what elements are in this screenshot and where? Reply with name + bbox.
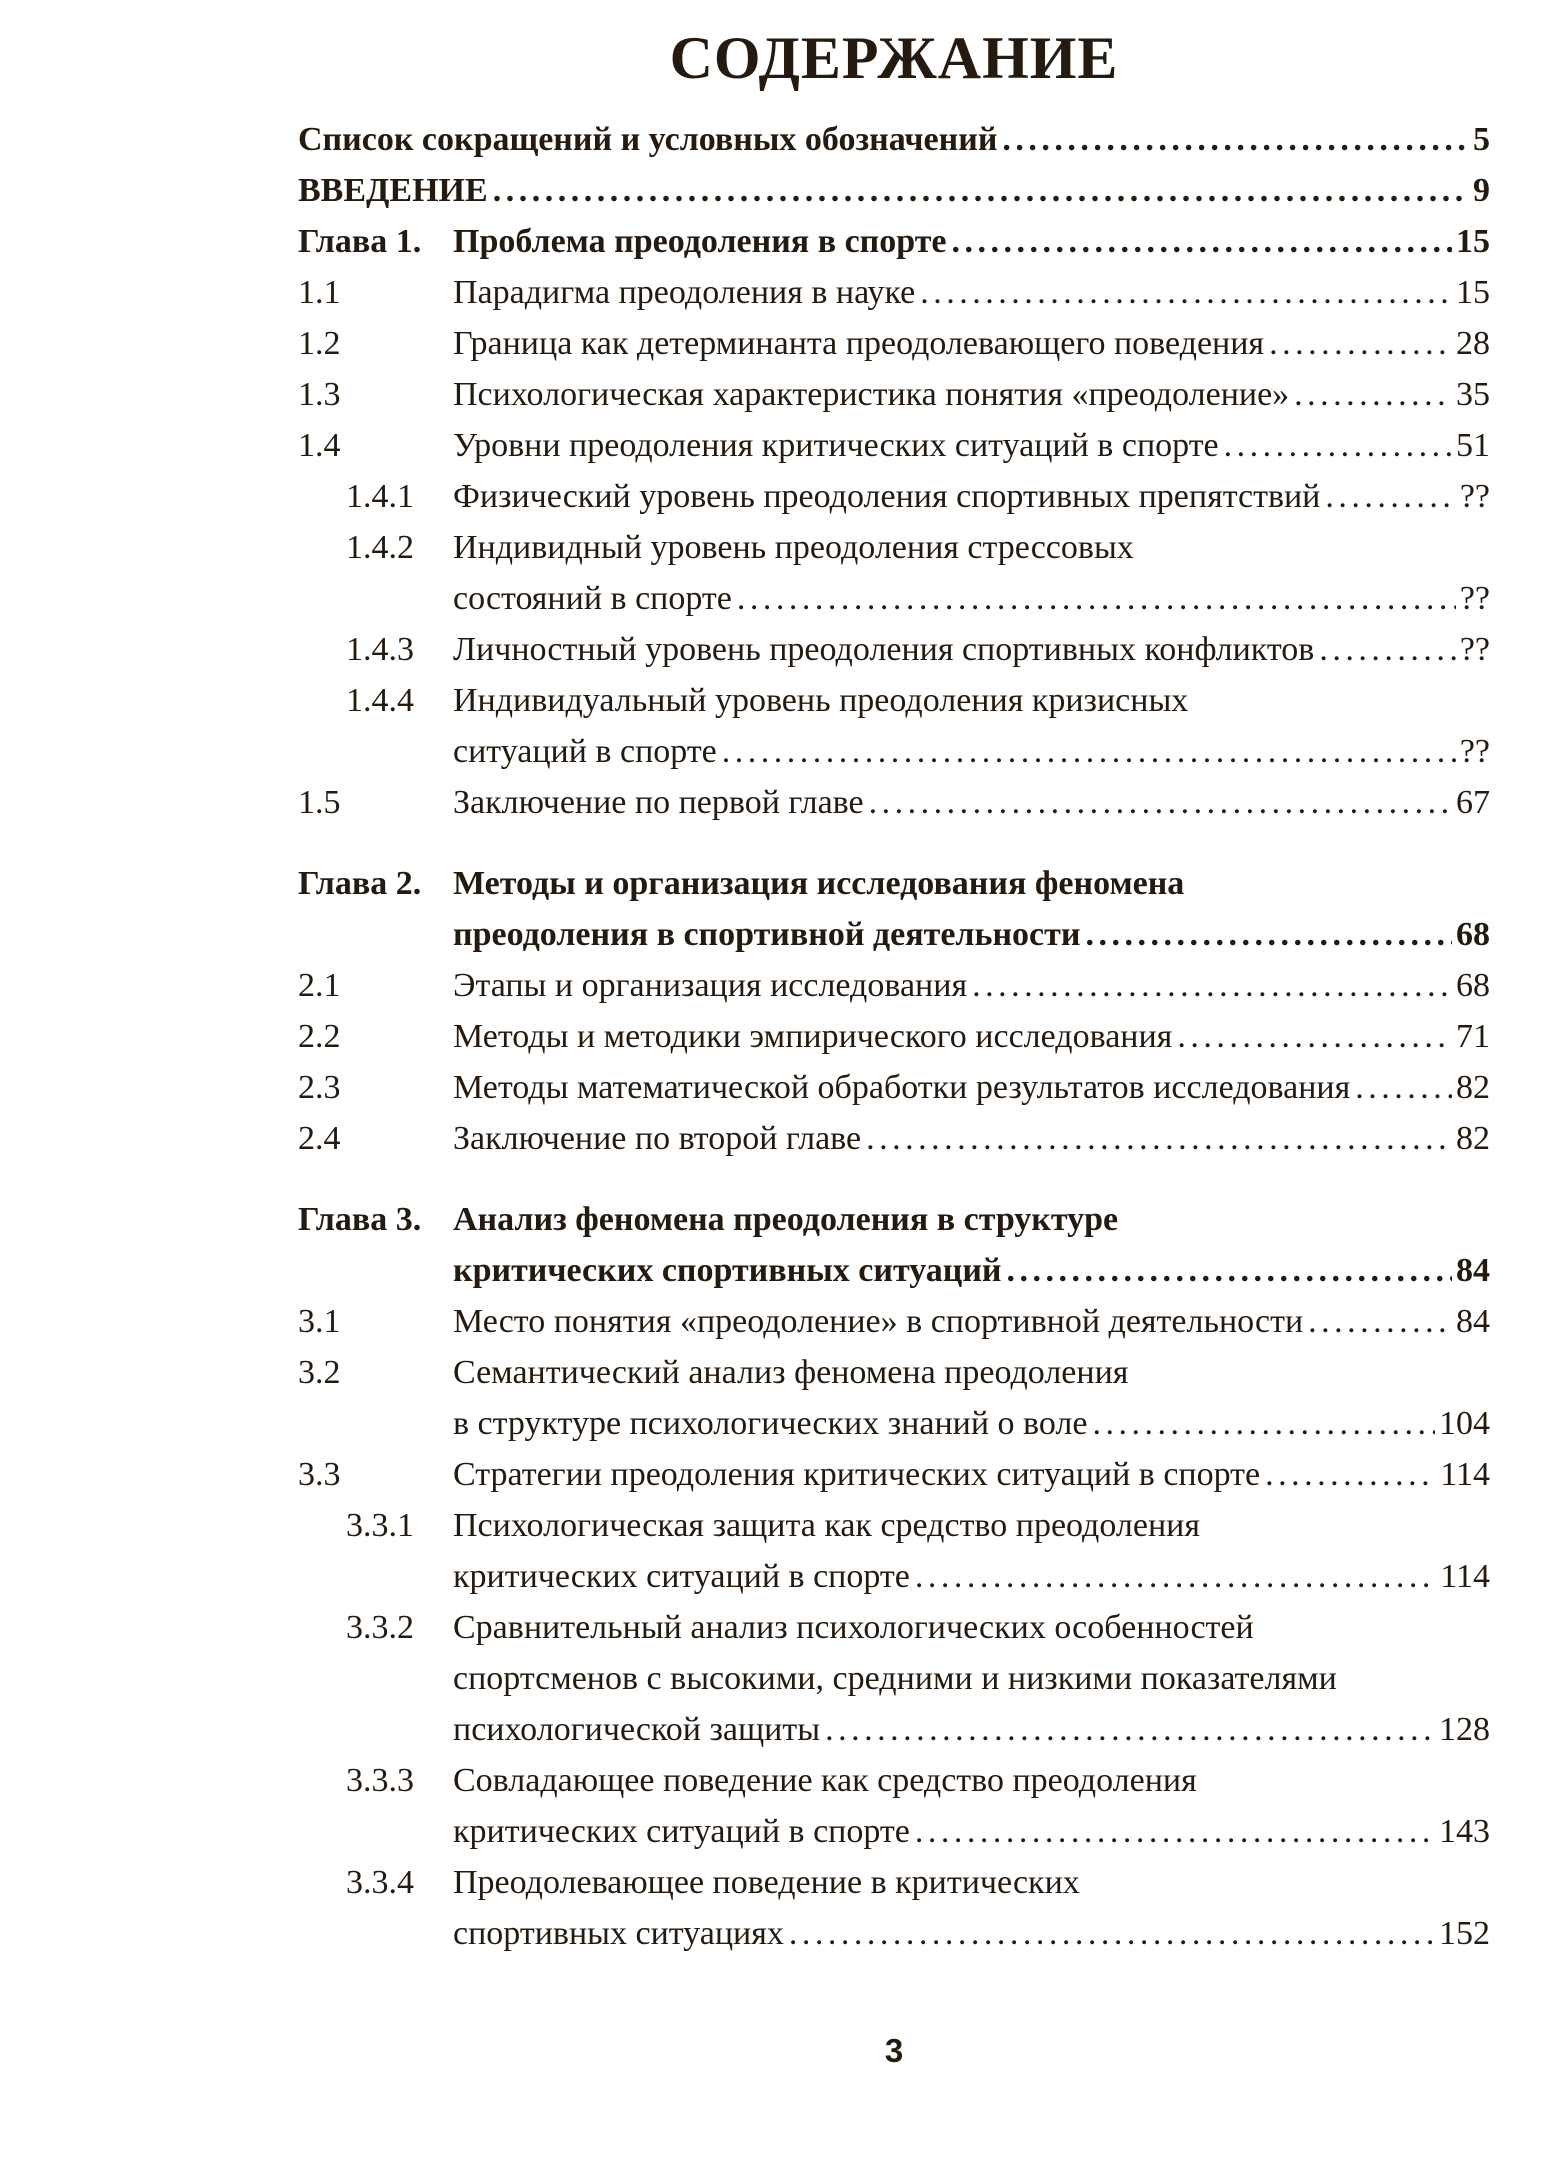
toc-entry-title: Методы и методики эмпирического исследования [453,1018,1173,1055]
dot-leader [825,1704,1435,1755]
toc-entry-number: Глава 2. [298,865,422,902]
toc-entry-page-number: 84 [1456,1252,1490,1289]
toc-row [298,216,1490,267]
dot-leader [1308,1296,1452,1347]
toc-entry-title: ситуаций в спорте [453,733,717,770]
dot-leader [869,777,1452,828]
toc-row [298,1551,1490,1602]
toc-entry-title: Сравнительный анализ психологических особенностей [453,1609,1254,1646]
toc-entry-page-number: 152 [1439,1915,1490,1952]
toc-entry-page-number: 15 [1456,274,1490,311]
toc-entry-title: Психологическая защита как средство преодоления [453,1507,1200,1544]
toc-row [298,165,1490,216]
dot-leader [1177,1011,1452,1062]
toc-entry-title: состояний в спорте [453,580,732,617]
toc-entry-page-number: 71 [1456,1018,1490,1055]
toc-row [298,858,1490,909]
toc-entry-page-number: 68 [1456,967,1490,1004]
toc-row [298,573,1490,624]
toc-entry-number: 3.3.3 [346,1762,414,1799]
toc-list [298,114,1490,1959]
toc-entry-page-number: 114 [1440,1558,1490,1595]
toc-entry-number: 1.1 [298,274,341,311]
toc-entry-number: 1.4.3 [346,631,414,668]
toc-row [298,1806,1490,1857]
toc-row [298,1347,1490,1398]
toc-entry-page-number: 9 [1473,172,1490,209]
toc-entry-number: 2.1 [298,967,341,1004]
toc-entry-title: спортсменов с высокими, средними и низкими показателями [453,1660,1337,1697]
toc-entry-number: 3.2 [298,1354,341,1391]
toc-row [298,675,1490,726]
toc-entry-title: Методы и организация исследования феномена [453,865,1185,902]
toc-entry-number: 1.4.4 [346,682,414,719]
toc-entry-title: Физический уровень преодоления спортивных препятствий [453,478,1321,515]
dot-leader [1224,420,1452,471]
toc-entry-page-number: 84 [1456,1303,1490,1340]
dot-leader [920,267,1452,318]
toc-row [298,1449,1490,1500]
toc-row [298,726,1490,777]
dot-leader [737,573,1456,624]
toc-entry-page-number: 5 [1473,121,1490,158]
toc-entry-page-number: 104 [1439,1405,1490,1442]
dot-leader [1325,471,1455,522]
toc-row [298,471,1490,522]
toc-entry-number: 1.3 [298,376,341,413]
toc-entry-number: 1.5 [298,784,341,821]
toc-row [298,1602,1490,1653]
toc-entry-title: Анализ феномена преодоления в структуре [453,1201,1119,1238]
toc-entry-page-number: 28 [1456,325,1490,362]
toc-entry-number: 1.4.1 [346,478,414,515]
toc-entry-title: ВВЕДЕНИЕ [298,172,488,209]
toc-entry-title: Проблема преодоления в спорте [453,223,947,260]
toc-entry-page-number: ?? [1459,631,1490,668]
toc-row [298,1908,1490,1959]
toc-row [298,960,1490,1011]
toc-entry-title: Совладающее поведение как средство преодоления [453,1762,1197,1799]
toc-entry-title: Индивидный уровень преодоления стрессовых [453,529,1134,566]
dot-leader [952,216,1453,267]
toc-entry-number: 3.3.2 [346,1609,414,1646]
dot-leader [722,726,1456,777]
toc-entry-number: 3.1 [298,1303,341,1340]
toc-row [298,1194,1490,1245]
toc-row [298,1113,1490,1164]
dot-leader [1294,369,1452,420]
toc-row [298,420,1490,471]
toc-entry-title: Заключение по второй главе [453,1120,862,1157]
toc-entry-number: 2.3 [298,1069,341,1106]
toc-row [298,624,1490,675]
toc-row [298,1398,1490,1449]
page-title: СОДЕРЖАНИЕ [669,25,1119,91]
toc-entry-page-number: 82 [1456,1069,1490,1106]
dot-leader [1002,114,1469,165]
dot-leader [1269,318,1452,369]
toc-row [298,1704,1490,1755]
toc-entry-number: Глава 1. [298,223,422,260]
toc-entry-number: 2.2 [298,1018,341,1055]
toc-entry-title: в структуре психологических знаний о воле [453,1405,1088,1442]
toc-row [298,909,1490,960]
toc-row [298,522,1490,573]
toc-row [298,1245,1490,1296]
toc-row [298,1857,1490,1908]
toc-entry-title: спортивных ситуациях [453,1915,784,1952]
toc-entry-title: критических ситуаций в спорте [453,1558,910,1595]
dot-leader [1092,1398,1435,1449]
toc-entry-title: Граница как детерминанта преодолевающего поведения [453,325,1265,362]
dot-leader [789,1908,1435,1959]
toc-entry-title: Психологическая характеристика понятия «преодоление» [453,376,1290,413]
toc-entry-page-number: 68 [1456,916,1490,953]
dot-leader [493,165,1469,216]
toc-entry-page-number: 51 [1456,427,1490,464]
toc-entry-number: 3.3.4 [346,1864,414,1901]
toc-entry-title: преодоления в спортивной деятельности [453,916,1081,953]
toc-entry-number: 3.3.1 [346,1507,414,1544]
toc-entry-page-number: 114 [1440,1456,1490,1493]
toc-row [298,114,1490,165]
dot-leader [972,960,1452,1011]
dot-leader [866,1113,1452,1164]
dot-leader [1265,1449,1436,1500]
toc-entry-title: психологической защиты [453,1711,821,1748]
toc-entry-title: Уровни преодоления критических ситуаций в спорте [453,427,1219,464]
toc-entry-title: Стратегии преодоления критических ситуаций в спорте [453,1456,1261,1493]
toc-entry-title: Место понятия «преодоление» в спортивной деятельности [453,1303,1304,1340]
dot-leader [1007,1245,1452,1296]
toc-row [298,1011,1490,1062]
toc-entry-title: Этапы и организация исследования [453,967,968,1004]
toc-entry-page-number: 67 [1456,784,1490,821]
toc-row [298,318,1490,369]
toc-row [298,1296,1490,1347]
toc-row [298,369,1490,420]
toc-entry-title: критических спортивных ситуаций [453,1252,1002,1289]
toc-entry-page-number: ?? [1459,478,1490,515]
toc-entry-title: Личностный уровень преодоления спортивных конфликтов [453,631,1315,668]
toc-entry-number: 3.3 [298,1456,341,1493]
toc-entry-number: Глава 3. [298,1201,422,1238]
toc-entry-page-number: 128 [1439,1711,1490,1748]
toc-entry-page-number: 82 [1456,1120,1490,1157]
toc-row [298,777,1490,828]
dot-leader [915,1551,1436,1602]
toc-row [298,1653,1490,1704]
toc-entry-title: Парадигма преодоления в науке [453,274,916,311]
toc-entry-title: Семантический анализ феномена преодоления [453,1354,1129,1391]
toc-entry-number: 1.4.2 [346,529,414,566]
toc-entry-title: Методы математической обработки результатов исследования [453,1069,1351,1106]
toc-entry-page-number: 35 [1456,376,1490,413]
toc-row [298,1500,1490,1551]
page-number: 3 [884,2032,904,2069]
toc-entry-number: 2.4 [298,1120,341,1157]
toc-entry-page-number: 143 [1439,1813,1490,1850]
toc-entry-number: 1.2 [298,325,341,362]
dot-leader [1355,1062,1452,1113]
toc-content [298,0,1490,1959]
toc-entry-page-number: ?? [1459,580,1490,617]
toc-entry-title: Преодолевающее поведение в критических [453,1864,1080,1901]
toc-entry-page-number: ?? [1459,733,1490,770]
dot-leader [915,1806,1435,1857]
toc-entry-title: Список сокращений и условных обозначений [298,121,998,158]
toc-row [298,267,1490,318]
dot-leader [1085,909,1452,960]
toc-entry-title: Заключение по первой главе [453,784,864,821]
toc-entry-title: критических ситуаций в спорте [453,1813,910,1850]
toc-row [298,1755,1490,1806]
toc-entry-title: Индивидуальный уровень преодоления кризисных [453,682,1189,719]
toc-row [298,1062,1490,1113]
dot-leader [1319,624,1455,675]
toc-entry-page-number: 15 [1456,223,1490,260]
toc-entry-number: 1.4 [298,427,341,464]
